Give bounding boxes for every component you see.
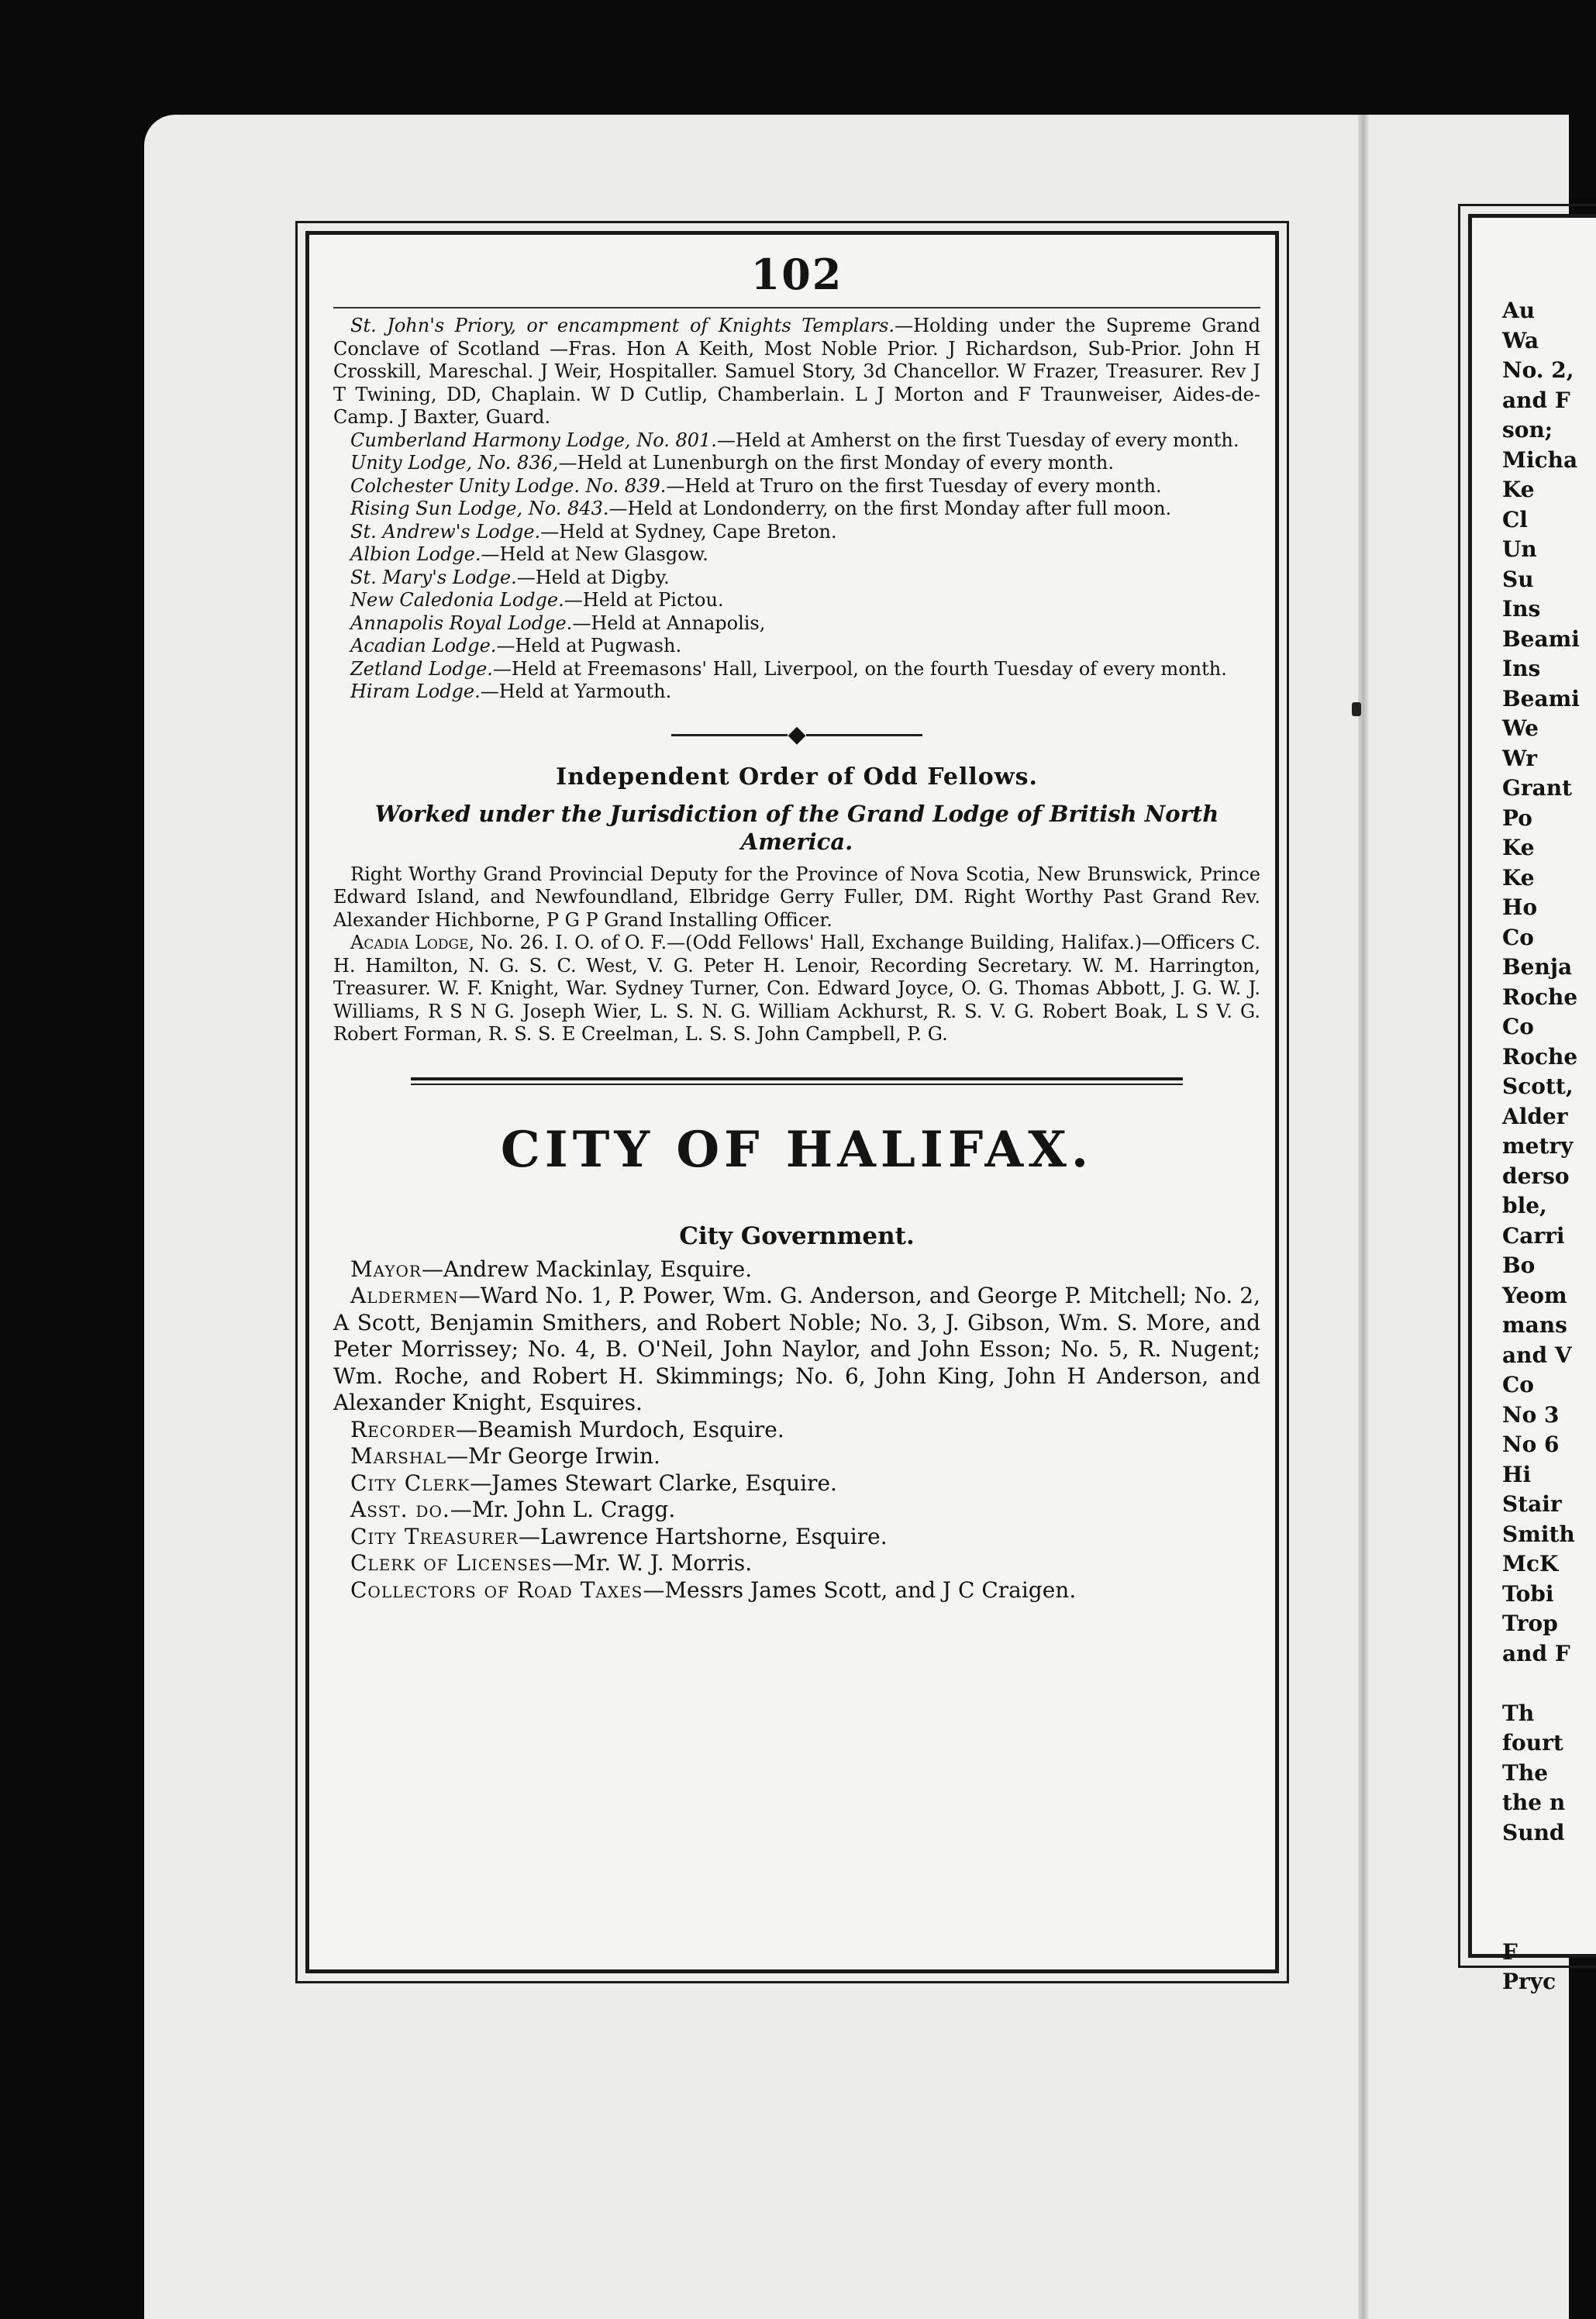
facing-page-line: Yeom: [1502, 1282, 1567, 1308]
facing-page-line: Wr: [1502, 745, 1537, 771]
gutter-mark: [1352, 702, 1361, 716]
facing-page-line: Smith: [1502, 1521, 1575, 1547]
city-office-entry: [333, 1497, 1260, 1524]
lodge-text: —Held at Londonderry, on the first Monday after full moon.: [608, 498, 1172, 519]
lodge-text: —Held at Truro on the first Tuesday of every month.: [666, 474, 1162, 497]
page-gutter: [1358, 115, 1369, 2319]
facing-page-line: Sund: [1502, 1819, 1565, 1845]
facing-page-line: Alder: [1502, 1103, 1568, 1129]
lodge-entry: [333, 612, 1260, 636]
office-holder: —Mr. W. J. Morris.: [552, 1550, 753, 1576]
city-office-entry: [333, 1577, 1260, 1604]
city-office-entry: [333, 1256, 1260, 1284]
lodge-entry: [333, 521, 1260, 544]
office-title: Clerk of Licenses: [350, 1550, 553, 1576]
lodge-text: —Held at Lunenburgh on the first Monday of every month.: [558, 452, 1114, 474]
lodge-text: —Holding under the Supreme Grand Conclave of Scotland —Fras. Hon A Keith, Most Noble Prior. J Richardson, Sub-Prior. John H Crosskill, Mareschal. J Weir, Hospitaller. Samuel Story, 3d Chancellor. W Frazer, Treasurer. Rev J T Twining, DD, Chaplain. W D Cutlip, Chamberlain. L J Morton and F Traunweiser, Aides-de-Camp. J Baxter, Guard.: [333, 315, 1261, 428]
provincial-deputy-paragraph: Right Worthy Grand Provincial Deputy for the Province of Nova Scotia, New Brunswick, Prince Edward Island, and Newfoundland, Elbridge Gerry Fuller, DM. Right Worthy Past Grand Rev. Alexander Hichborne, P G P Grand Installing Officer.: [333, 863, 1260, 931]
lodge-entry: [333, 452, 1260, 475]
lodge-entry: [333, 429, 1260, 453]
facing-page-line: Benja: [1502, 954, 1573, 980]
office-title: City Treasurer: [350, 1523, 519, 1549]
facing-page-line: [1502, 1907, 1572, 1938]
acadia-lodge-text: , No. 26. I. O. of O. F.—(Odd Fellows' Hall, Exchange Building, Halifax.)—Officers C. H. Hamilton, N. G. S. C. West, V. G. Peter H. Lenoir, Recording Secretary. W. M. Harrington, Treasurer. W. F. Knight, War. Sydney Turner, Con. Edward Joyce, O. G. Thomas Abbott, J. G. W. J. Williams, R S N G. Joseph Wier, L. S. N. G. William Ackhurst, R. S. V. G. Robert Boak, L S V. G. Robert Forman, R. S. S. E Creelman, L. S. S. John Campbell, P. G.: [333, 932, 1260, 1045]
acadia-lodge-paragraph: [333, 932, 1260, 1046]
office-title: Recorder: [350, 1416, 457, 1442]
lodge-text: —Held at Pictou.: [564, 589, 724, 611]
city-government-heading: City Government.: [679, 1222, 915, 1250]
office-title: Marshal: [350, 1443, 447, 1469]
office-holder: —Beamish Murdoch, Esquire.: [456, 1416, 784, 1442]
lodge-entry: [333, 475, 1260, 498]
lodge-name: New Caledonia Lodge.: [350, 589, 564, 611]
lodge-text: —Held at Freemasons' Hall, Liverpool, on the fourth Tuesday of every month.: [492, 657, 1227, 680]
lodge-entry: [333, 589, 1260, 612]
lodge-name: Colchester Unity Lodge. No. 839.: [350, 474, 667, 497]
facing-page-line: Beami: [1502, 625, 1580, 652]
facing-page-line: Po: [1502, 805, 1532, 831]
facing-page-line: derso: [1502, 1163, 1570, 1189]
office-holder: —Ward No. 1, P. Power, Wm. G. Anderson, and George P. Mitchell; No. 2, A Scott, Benjamin Smithers, and Robert Noble; No. 3, J. Gibson, Wm. S. More, and Peter Morrissey; No. 4, B. O'Neil, John Naylor, and John Esson; No. 5, R. Nugent; Wm. Roche, and Robert H. Skimmings; No. 6, John King, John H Anderson, and Alexander Knight, Esquires.: [333, 1283, 1260, 1415]
facing-page-line: [1502, 1878, 1572, 1908]
lodge-entry: [333, 543, 1260, 567]
facing-page-line: Su: [1502, 566, 1534, 592]
city-office-entry: [333, 1283, 1260, 1417]
section-double-rule: [333, 1077, 1260, 1085]
facing-page-line: ble,: [1502, 1193, 1547, 1218]
lodge-text: —Held at Yarmouth.: [480, 681, 672, 702]
city-office-entry: [333, 1417, 1260, 1444]
lodge-entry: [333, 681, 1260, 704]
facing-page-line: Co: [1502, 1372, 1534, 1397]
facing-page-line: Carri: [1502, 1222, 1565, 1249]
facing-page-line: McK: [1502, 1551, 1559, 1576]
facing-page-line: Ke: [1502, 835, 1535, 860]
city-office-entry: [333, 1550, 1260, 1577]
facing-page-line: Un: [1502, 536, 1537, 562]
facing-page-line: Co: [1502, 924, 1534, 950]
page-content: [333, 246, 1260, 1604]
lodge-name: Hiram Lodge.: [350, 681, 481, 702]
office-holder: —Lawrence Hartshorne, Esquire.: [518, 1523, 888, 1549]
office-holder: —Messrs James Scott, and J C Craigen.: [643, 1576, 1077, 1603]
office-title: Aldermen: [350, 1283, 459, 1308]
facing-page-line: Ke: [1502, 477, 1535, 502]
facing-page-line: son;: [1502, 417, 1553, 443]
office-holder: —Mr. John L. Cragg.: [450, 1497, 676, 1522]
facing-page-line: The: [1502, 1759, 1549, 1786]
lodge-list: [333, 315, 1260, 704]
facing-page-fragments: [1502, 296, 1580, 1997]
office-holder: —James Stewart Clarke, Esquire.: [470, 1470, 837, 1496]
facing-page-line: Wa: [1502, 327, 1539, 353]
section-ornament: ◆: [333, 721, 1260, 748]
lodge-name: St. John's Priory, or encampment of Knights Templars.: [350, 315, 895, 336]
facing-page-line: Beami: [1502, 685, 1580, 712]
facing-page-line: Tobi: [1502, 1580, 1554, 1607]
page-number: 102: [750, 250, 843, 299]
facing-page-line: Ke: [1502, 864, 1535, 891]
facing-page-line: and F: [1502, 387, 1570, 413]
facing-page-line: and V: [1502, 1342, 1572, 1368]
facing-page-line: F: [1502, 1938, 1518, 1965]
office-holder: —Mr George Irwin.: [446, 1443, 660, 1469]
facing-page-line: Co: [1502, 1014, 1534, 1039]
office-title: Asst. do.: [350, 1497, 450, 1522]
city-office-entry: [333, 1524, 1260, 1551]
office-title: Mayor: [350, 1256, 422, 1282]
facing-page-line: metry: [1502, 1133, 1574, 1159]
lodge-name: Zetland Lodge.: [350, 657, 493, 680]
lodge-entry: [333, 658, 1260, 681]
facing-page-line: Grant: [1502, 775, 1573, 801]
odd-fellows-subheading: Worked under the Jurisdiction of the Grand Lodge of British North America.: [374, 800, 1219, 855]
lodge-entry: [333, 315, 1260, 429]
facing-page-line: the n: [1502, 1790, 1566, 1815]
facing-page-line: Roche: [1502, 1043, 1578, 1070]
facing-page-line: fourt: [1502, 1730, 1563, 1756]
acadia-lodge-name: Acadia Lodge: [350, 932, 469, 953]
office-title: City Clerk: [350, 1470, 471, 1496]
facing-page-line: Au: [1502, 298, 1536, 323]
office-holder: —Andrew Mackinlay, Esquire.: [421, 1256, 753, 1282]
city-title: CITY OF HALIFAX.: [500, 1120, 1094, 1179]
lodge-name: Unity Lodge, No. 836,: [350, 452, 559, 474]
lodge-entry: [333, 635, 1260, 658]
facing-page-line: mans: [1502, 1312, 1567, 1338]
facing-page-line: [1502, 1848, 1572, 1878]
facing-page-line: Roche: [1502, 984, 1578, 1010]
facing-page-line: [1502, 1669, 1572, 1699]
facing-page-line: Hi: [1502, 1461, 1532, 1487]
lodge-text: —Held at Pugwash.: [496, 635, 682, 656]
facing-page-line: Ins: [1502, 656, 1541, 681]
lodge-name: St. Mary's Lodge.: [350, 566, 517, 588]
facing-page-line: No 3: [1502, 1401, 1560, 1428]
city-office-entry: [333, 1443, 1260, 1470]
facing-page-line: Ho: [1502, 894, 1538, 920]
facing-page-line: Trop: [1502, 1611, 1558, 1636]
facing-page-line: We: [1502, 715, 1539, 741]
facing-page-line: Micha: [1502, 446, 1578, 473]
lodge-text: —Held at Digby.: [516, 566, 670, 588]
lodge-text: —Held at Sydney, Cape Breton.: [540, 520, 837, 543]
facing-page-line: No. 2,: [1502, 357, 1574, 383]
lodge-entry: [333, 498, 1260, 521]
city-office-entry: [333, 1470, 1260, 1497]
facing-page-line: Th: [1502, 1700, 1535, 1726]
lodge-text: —Held at New Glasgow.: [481, 543, 708, 565]
lodge-name: Albion Lodge.: [350, 543, 481, 565]
lodge-name: Rising Sun Lodge, No. 843.: [350, 498, 609, 519]
lodge-text: —Held at Amherst on the first Tuesday of every month.: [716, 429, 1239, 451]
lodge-name: St. Andrew's Lodge.: [350, 520, 541, 543]
lodge-name: Annapolis Royal Lodge.: [350, 612, 573, 634]
lodge-name: Acadian Lodge.: [350, 635, 497, 656]
office-title: Collectors of Road Taxes: [350, 1576, 643, 1603]
header-rule: [333, 307, 1260, 308]
lodge-name: Cumberland Harmony Lodge, No. 801.: [350, 429, 717, 451]
city-government-list: [333, 1256, 1260, 1604]
lodge-text: —Held at Annapolis,: [572, 612, 766, 634]
facing-page-line: Scott,: [1502, 1073, 1574, 1099]
facing-page-line: Stair: [1502, 1491, 1562, 1517]
lodge-entry: [333, 567, 1260, 590]
facing-page-line: Ins: [1502, 596, 1541, 622]
facing-page-line: Bo: [1502, 1253, 1536, 1278]
facing-page-line: No 6: [1502, 1432, 1560, 1457]
facing-page-line: and F: [1502, 1640, 1570, 1666]
facing-page-line: Cl: [1502, 506, 1528, 532]
odd-fellows-heading: Independent Order of Odd Fellows.: [556, 763, 1038, 791]
facing-page-line: Pryc: [1502, 1969, 1556, 1994]
